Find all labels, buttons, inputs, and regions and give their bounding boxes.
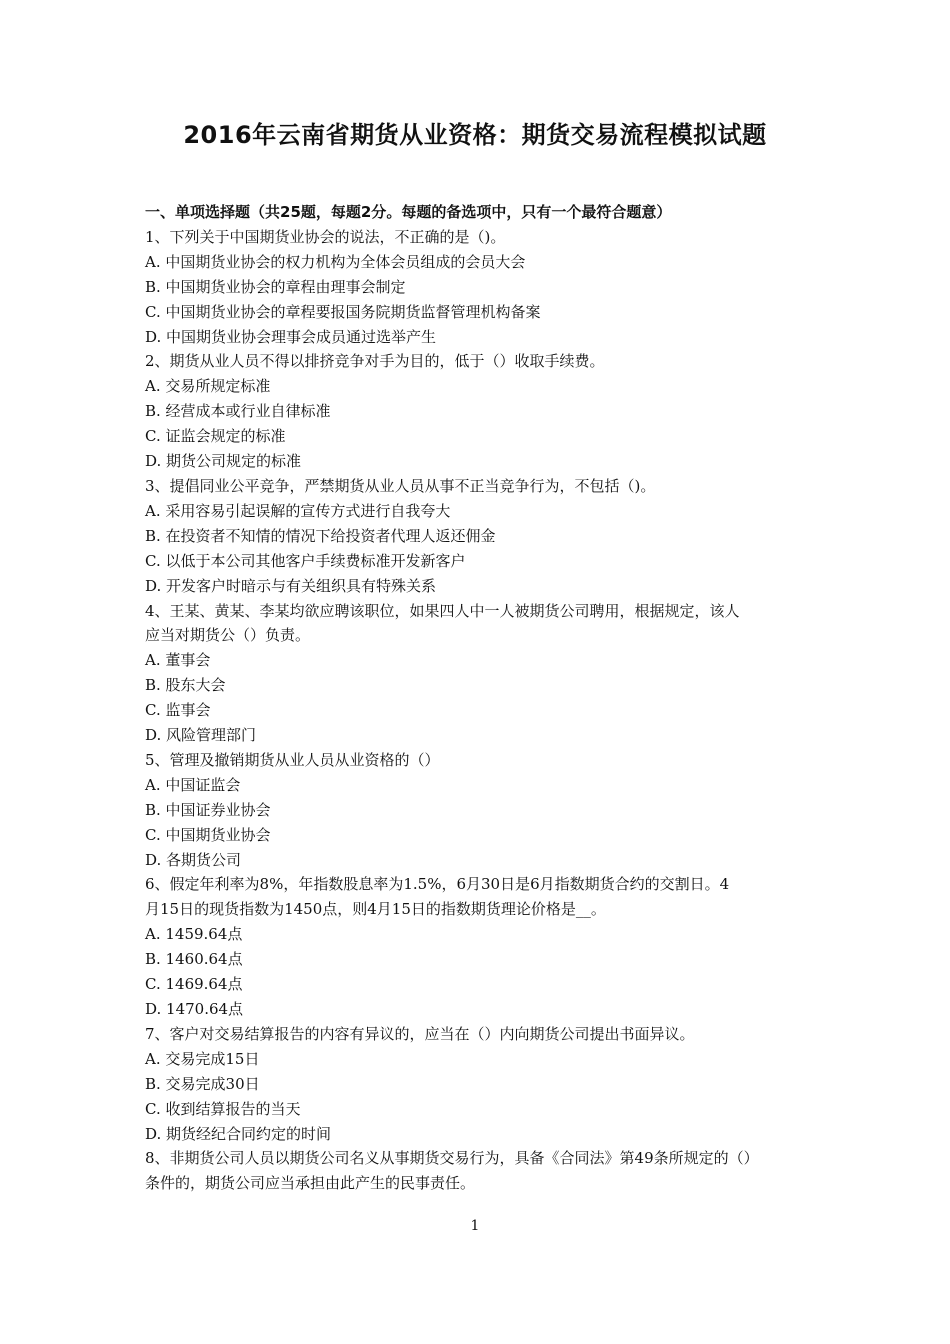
- option-b: B. 中国证券业协会: [145, 800, 271, 819]
- option-d: D. 1470.64点: [145, 1000, 244, 1018]
- option-d: D. 各期货公司: [145, 850, 242, 869]
- option-a: A. 中国证监会: [145, 775, 241, 794]
- option-c: C. 证监会规定的标准: [145, 427, 286, 446]
- option-b: B. 经营成本或行业自律标准: [145, 402, 331, 421]
- option-c: C. 1469.64点: [145, 975, 243, 994]
- question-7: [145, 1022, 813, 1147]
- question-text: 7、客户对交易结算报告的内容有异议的，应当在（）内向期货公司提出书面异议。: [145, 1024, 695, 1043]
- question-text-line-1: 4、王某、黄某、李某均欲应聘该职位，如果四人中一人被期货公司聘用，根据规定，该人: [145, 601, 740, 620]
- page-number: 1: [470, 1218, 480, 1234]
- option-a: A. 交易所规定标准: [145, 377, 271, 396]
- question-3: [145, 474, 813, 599]
- question-text: 3、提倡同业公平竞争，严禁期货从业人员从事不正当竞争行为，不包括（)。: [145, 476, 656, 495]
- option-d: D. 风险管理部门: [145, 726, 257, 745]
- option-a: A. 1459.64点: [145, 925, 243, 944]
- question-text-line-1: 6、假定年利率为8%，年指数股息率为1.5%，6月30日是6月指数期货合约的交割日。4: [145, 875, 730, 894]
- option-c: C. 中国期货业协会: [145, 825, 271, 844]
- question-text: 5、管理及撤销期货从业人员从业资格的（）: [145, 750, 440, 769]
- question-text-line-2: 应当对期货公（）负责。: [145, 626, 311, 645]
- option-c: C. 以低于本公司其他客户手续费标准开发新客户: [145, 551, 466, 570]
- option-b: B. 1460.64点: [145, 950, 243, 969]
- option-d: D. 期货经纪合同约定的时间: [145, 1124, 332, 1143]
- option-c: C. 收到结算报告的当天: [145, 1099, 301, 1118]
- option-a: A. 董事会: [145, 651, 211, 670]
- page-title: 2016年云南省期货从业资格：期货交易流程模拟试题: [183, 121, 767, 149]
- option-d: D. 期货公司规定的标准: [145, 452, 302, 471]
- option-b: B. 中国期货业协会的章程由理事会制定: [145, 277, 406, 296]
- question-text: 1、下列关于中国期货业协会的说法，不正确的是（)。: [145, 227, 506, 246]
- option-b: B. 股东大会: [145, 676, 226, 695]
- option-a: A. 中国期货业协会的权力机构为全体会员组成的会员大会: [145, 252, 526, 271]
- option-d: D. 开发客户时暗示与有关组织具有特殊关系: [145, 576, 437, 595]
- option-d: D. 中国期货业协会理事会成员通过选举产生: [145, 327, 437, 346]
- question-text-line-1: 8、非期货公司人员以期货公司名义从事期货交易行为，具备《合同法》第49条所规定的（）: [145, 1149, 759, 1168]
- option-b: B. 交易完成30日: [145, 1074, 260, 1093]
- option-b: B. 在投资者不知情的情况下给投资者代理人返还佣金: [145, 526, 496, 545]
- question-6: [145, 872, 813, 1021]
- option-c: C. 中国期货业协会的章程要报国务院期货监督管理机构备案: [145, 302, 541, 321]
- question-8: [145, 1146, 813, 1196]
- question-text-line-2: 月15日的现货指数为1450点，则4月15日的指数期货理论价格是__。: [145, 900, 606, 919]
- question-text-line-2: 条件的，期货公司应当承担由此产生的民事责任。: [145, 1174, 476, 1193]
- question-5: [145, 748, 813, 873]
- document-body: [145, 200, 813, 1196]
- question-2: [145, 349, 813, 474]
- question-4: [145, 599, 813, 748]
- option-c: C. 监事会: [145, 701, 211, 720]
- question-text: 2、期货从业人员不得以排挤竞争对手为目的，低于（）收取手续费。: [145, 352, 605, 371]
- question-1: [145, 225, 813, 350]
- option-a: A. 交易完成15日: [145, 1049, 260, 1068]
- option-a: A. 采用容易引起误解的宣传方式进行自我夸大: [145, 501, 451, 520]
- section-heading: 一、单项选择题（共25题，每题2分。每题的备选项中，只有一个最符合题意）: [145, 203, 672, 221]
